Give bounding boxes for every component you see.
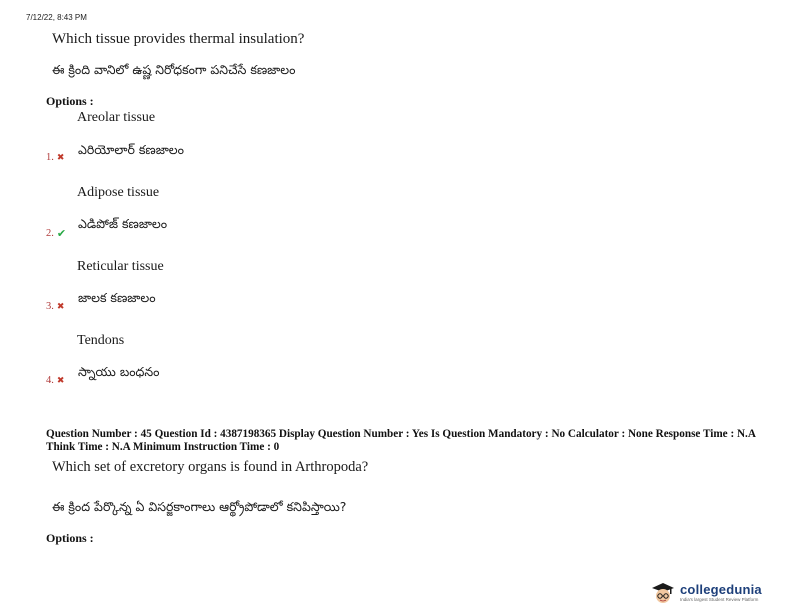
option-number (46, 152, 64, 163)
option-text-en: Adipose tissue (77, 185, 160, 200)
question-text-en: Which tissue provides thermal insulation? (52, 31, 305, 47)
options-label: Options : (46, 531, 94, 545)
cross-icon: ✖ (56, 301, 65, 312)
option-text-en: Reticular tissue (77, 259, 164, 274)
option-number (46, 301, 64, 312)
option-text-en: Areolar tissue (77, 110, 156, 125)
option-number-label: 3. (46, 301, 54, 312)
check-icon: ✔ (56, 227, 67, 240)
option-text-te: స్నాయు బంధనం (78, 364, 160, 379)
cross-icon: ✖ (56, 375, 65, 386)
option-text-te: ఎరియోలార్ కణజాలం (78, 142, 184, 157)
brand-name: collegedunia (680, 582, 762, 598)
option-number-label: 4. (46, 375, 54, 386)
cross-icon: ✖ (56, 152, 65, 163)
question-text-te: ఈ క్రింద పేర్కొన్న ఏ విసర్జకాంగాలు ఆర్థ్రోపోడాలో కనిపిస్తాయి? (52, 499, 347, 514)
brand-tagline: India's largest Student Review Platform (680, 597, 759, 603)
option-number (46, 375, 64, 386)
options-label: Options : (46, 94, 94, 108)
option-text-en: Tendons (77, 333, 125, 348)
option-text-te: ఎడిపోజ్ కణజాలం (78, 216, 168, 231)
option-number-label: 2. (46, 228, 54, 239)
option-number (46, 227, 66, 240)
collegedunia-logo (650, 580, 790, 606)
question-text-en: Which set of excretory organs is found in Arthropoda? (52, 459, 369, 475)
mascot-icon (650, 582, 676, 604)
option-text-te: జాలక కణజాలం (78, 290, 156, 305)
option-number-label: 1. (46, 152, 54, 163)
timestamp: 7/12/22, 8:43 PM (26, 13, 87, 22)
question-text-te: ఈ క్రింది వానిలో ఉష్ణ నిరోధకంగా పనిచేసే కణజాలం (52, 62, 296, 77)
question-meta: Question Number : 45 Question Id : 4387198365 Display Question Number : Yes Is Question Mandatory : No Calculator : None Response Time : N.A Think Time : N.A Minimum Instruction Time : 0 (46, 428, 756, 453)
